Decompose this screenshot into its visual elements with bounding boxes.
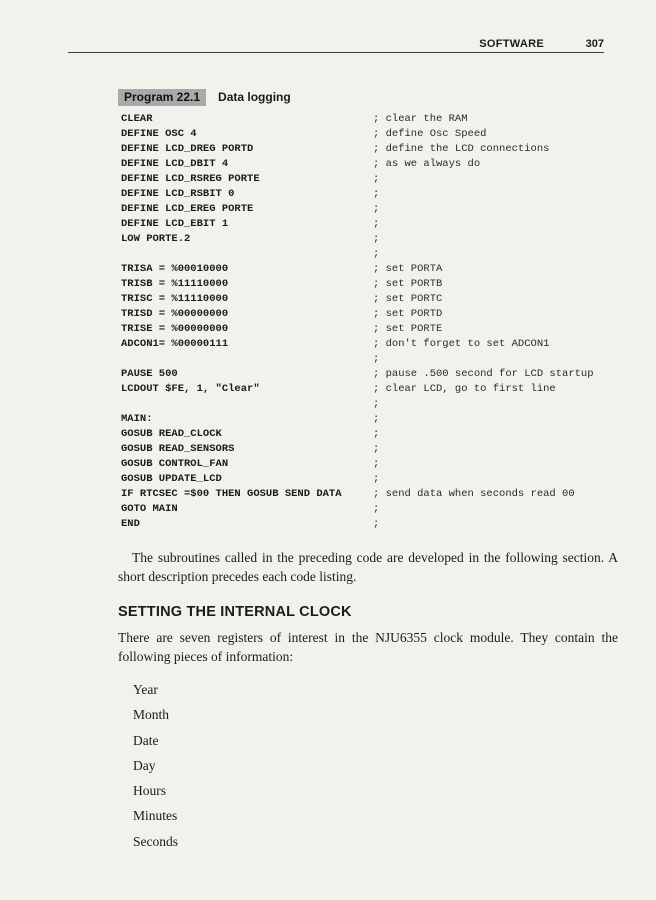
code-comment: ; clear LCD, go to first line <box>373 383 556 395</box>
register-list-item: Year <box>133 682 158 697</box>
code-comment: ; as we always do <box>373 158 481 170</box>
code-text: DEFINE OSC 4 <box>121 128 197 140</box>
register-list-item: Hours <box>133 783 166 799</box>
running-header <box>68 36 604 53</box>
code-line <box>121 442 621 457</box>
code-text: LOW PORTE.2 <box>121 233 191 245</box>
code-line <box>121 127 621 142</box>
code-comment: ; <box>373 353 380 365</box>
code-text: TRISA = %00010000 <box>121 263 229 275</box>
code-text: MAIN: <box>121 413 153 425</box>
code-line <box>121 277 621 292</box>
code-text: END <box>121 518 140 530</box>
code-comment: ; define the LCD connections <box>373 143 550 155</box>
code-comment: ; <box>373 518 380 530</box>
program-label: Program 22.1 <box>118 89 206 106</box>
code-comment: ; <box>373 458 380 470</box>
code-line <box>121 217 621 232</box>
code-line <box>121 352 621 367</box>
code-line <box>121 457 621 472</box>
code-line <box>121 502 621 517</box>
code-comment: ; <box>373 173 380 185</box>
code-line <box>121 292 621 307</box>
code-text: ADCON1= %00000111 <box>121 338 229 350</box>
code-comment: ; <box>373 473 380 485</box>
register-list-item: Date <box>133 732 159 748</box>
code-line <box>121 322 621 337</box>
code-text: GOSUB UPDATE_LCD <box>121 473 222 485</box>
code-line <box>121 397 621 412</box>
code-text: GOSUB CONTROL_FAN <box>121 458 229 470</box>
code-comment: ; set PORTE <box>373 323 443 335</box>
code-text: DEFINE LCD_DREG PORTD <box>121 143 254 155</box>
code-comment: ; <box>373 248 380 260</box>
code-line <box>121 427 621 442</box>
code-comment: ; clear the RAM <box>373 113 468 125</box>
code-comment: ; <box>373 188 380 200</box>
code-text: DEFINE LCD_RSREG PORTE <box>121 173 260 185</box>
code-comment: ; <box>373 398 380 410</box>
code-comment: ; <box>373 428 380 440</box>
code-line <box>121 142 621 157</box>
code-text: TRISE = %00000000 <box>121 323 229 335</box>
register-list-item: Seconds <box>133 833 178 849</box>
code-comment: ; define Osc Speed <box>373 128 487 140</box>
header-section-title: SOFTWARE <box>479 38 544 50</box>
code-line <box>121 487 621 502</box>
code-line <box>121 307 621 322</box>
code-text: TRISC = %11110000 <box>121 293 229 305</box>
paragraph-registers: There are seven registers of interest in the NJU6355 clock module. They contain the following pieces of information: <box>118 630 618 664</box>
code-text: IF RTCSEC =$00 THEN GOSUB SEND DATA <box>121 488 342 500</box>
code-listing <box>121 112 621 532</box>
code-line <box>121 247 621 262</box>
code-line <box>121 202 621 217</box>
program-caption <box>118 88 291 105</box>
code-comment: ; <box>373 413 380 425</box>
code-line <box>121 172 621 187</box>
code-line <box>121 157 621 172</box>
register-list-item: Minutes <box>133 808 178 824</box>
code-line <box>121 382 621 397</box>
code-comment: ; <box>373 503 380 515</box>
code-text: TRISD = %00000000 <box>121 308 229 320</box>
code-text: GOSUB READ_CLOCK <box>121 428 222 440</box>
code-comment: ; <box>373 218 380 230</box>
code-text: TRISB = %11110000 <box>121 278 229 290</box>
code-text: LCDOUT $FE, 1, "Clear" <box>121 383 260 395</box>
code-text: DEFINE LCD_RSBIT 0 <box>121 188 235 200</box>
register-list-item: Day <box>133 757 156 773</box>
code-text: DEFINE LCD_EREG PORTE <box>121 203 254 215</box>
section-heading: SETTING THE INTERNAL CLOCK <box>118 604 352 620</box>
code-comment: ; pause .500 second for LCD startup <box>373 368 594 380</box>
code-line <box>121 232 621 247</box>
code-line <box>121 262 621 277</box>
program-title: Data logging <box>218 90 291 104</box>
code-text: DEFINE LCD_DBIT 4 <box>121 158 229 170</box>
code-comment: ; <box>373 203 380 215</box>
header-page-number: 307 <box>585 38 604 50</box>
code-text: GOTO MAIN <box>121 503 178 515</box>
code-comment: ; <box>373 443 380 455</box>
code-line <box>121 187 621 202</box>
code-text: CLEAR <box>121 113 153 125</box>
code-comment: ; set PORTA <box>373 263 443 275</box>
code-line <box>121 517 621 532</box>
code-line <box>121 337 621 352</box>
code-comment: ; set PORTB <box>373 278 443 290</box>
code-line <box>121 412 621 427</box>
code-comment: ; send data when seconds read 00 <box>373 488 575 500</box>
code-comment: ; set PORTD <box>373 308 443 320</box>
code-line <box>121 112 621 127</box>
register-list <box>133 680 178 857</box>
code-line <box>121 367 621 382</box>
paragraph-subroutines: The subroutines called in the preceding code are developed in the following section. A short description precedes each code listing. <box>118 550 618 584</box>
register-list-item: Month <box>133 707 170 723</box>
code-comment: ; set PORTC <box>373 293 443 305</box>
code-text: PAUSE 500 <box>121 368 178 380</box>
code-comment: ; don't forget to set ADCON1 <box>373 338 550 350</box>
code-line <box>121 472 621 487</box>
code-text: GOSUB READ_SENSORS <box>121 443 235 455</box>
code-text: DEFINE LCD_EBIT 1 <box>121 218 229 230</box>
code-comment: ; <box>373 233 380 245</box>
